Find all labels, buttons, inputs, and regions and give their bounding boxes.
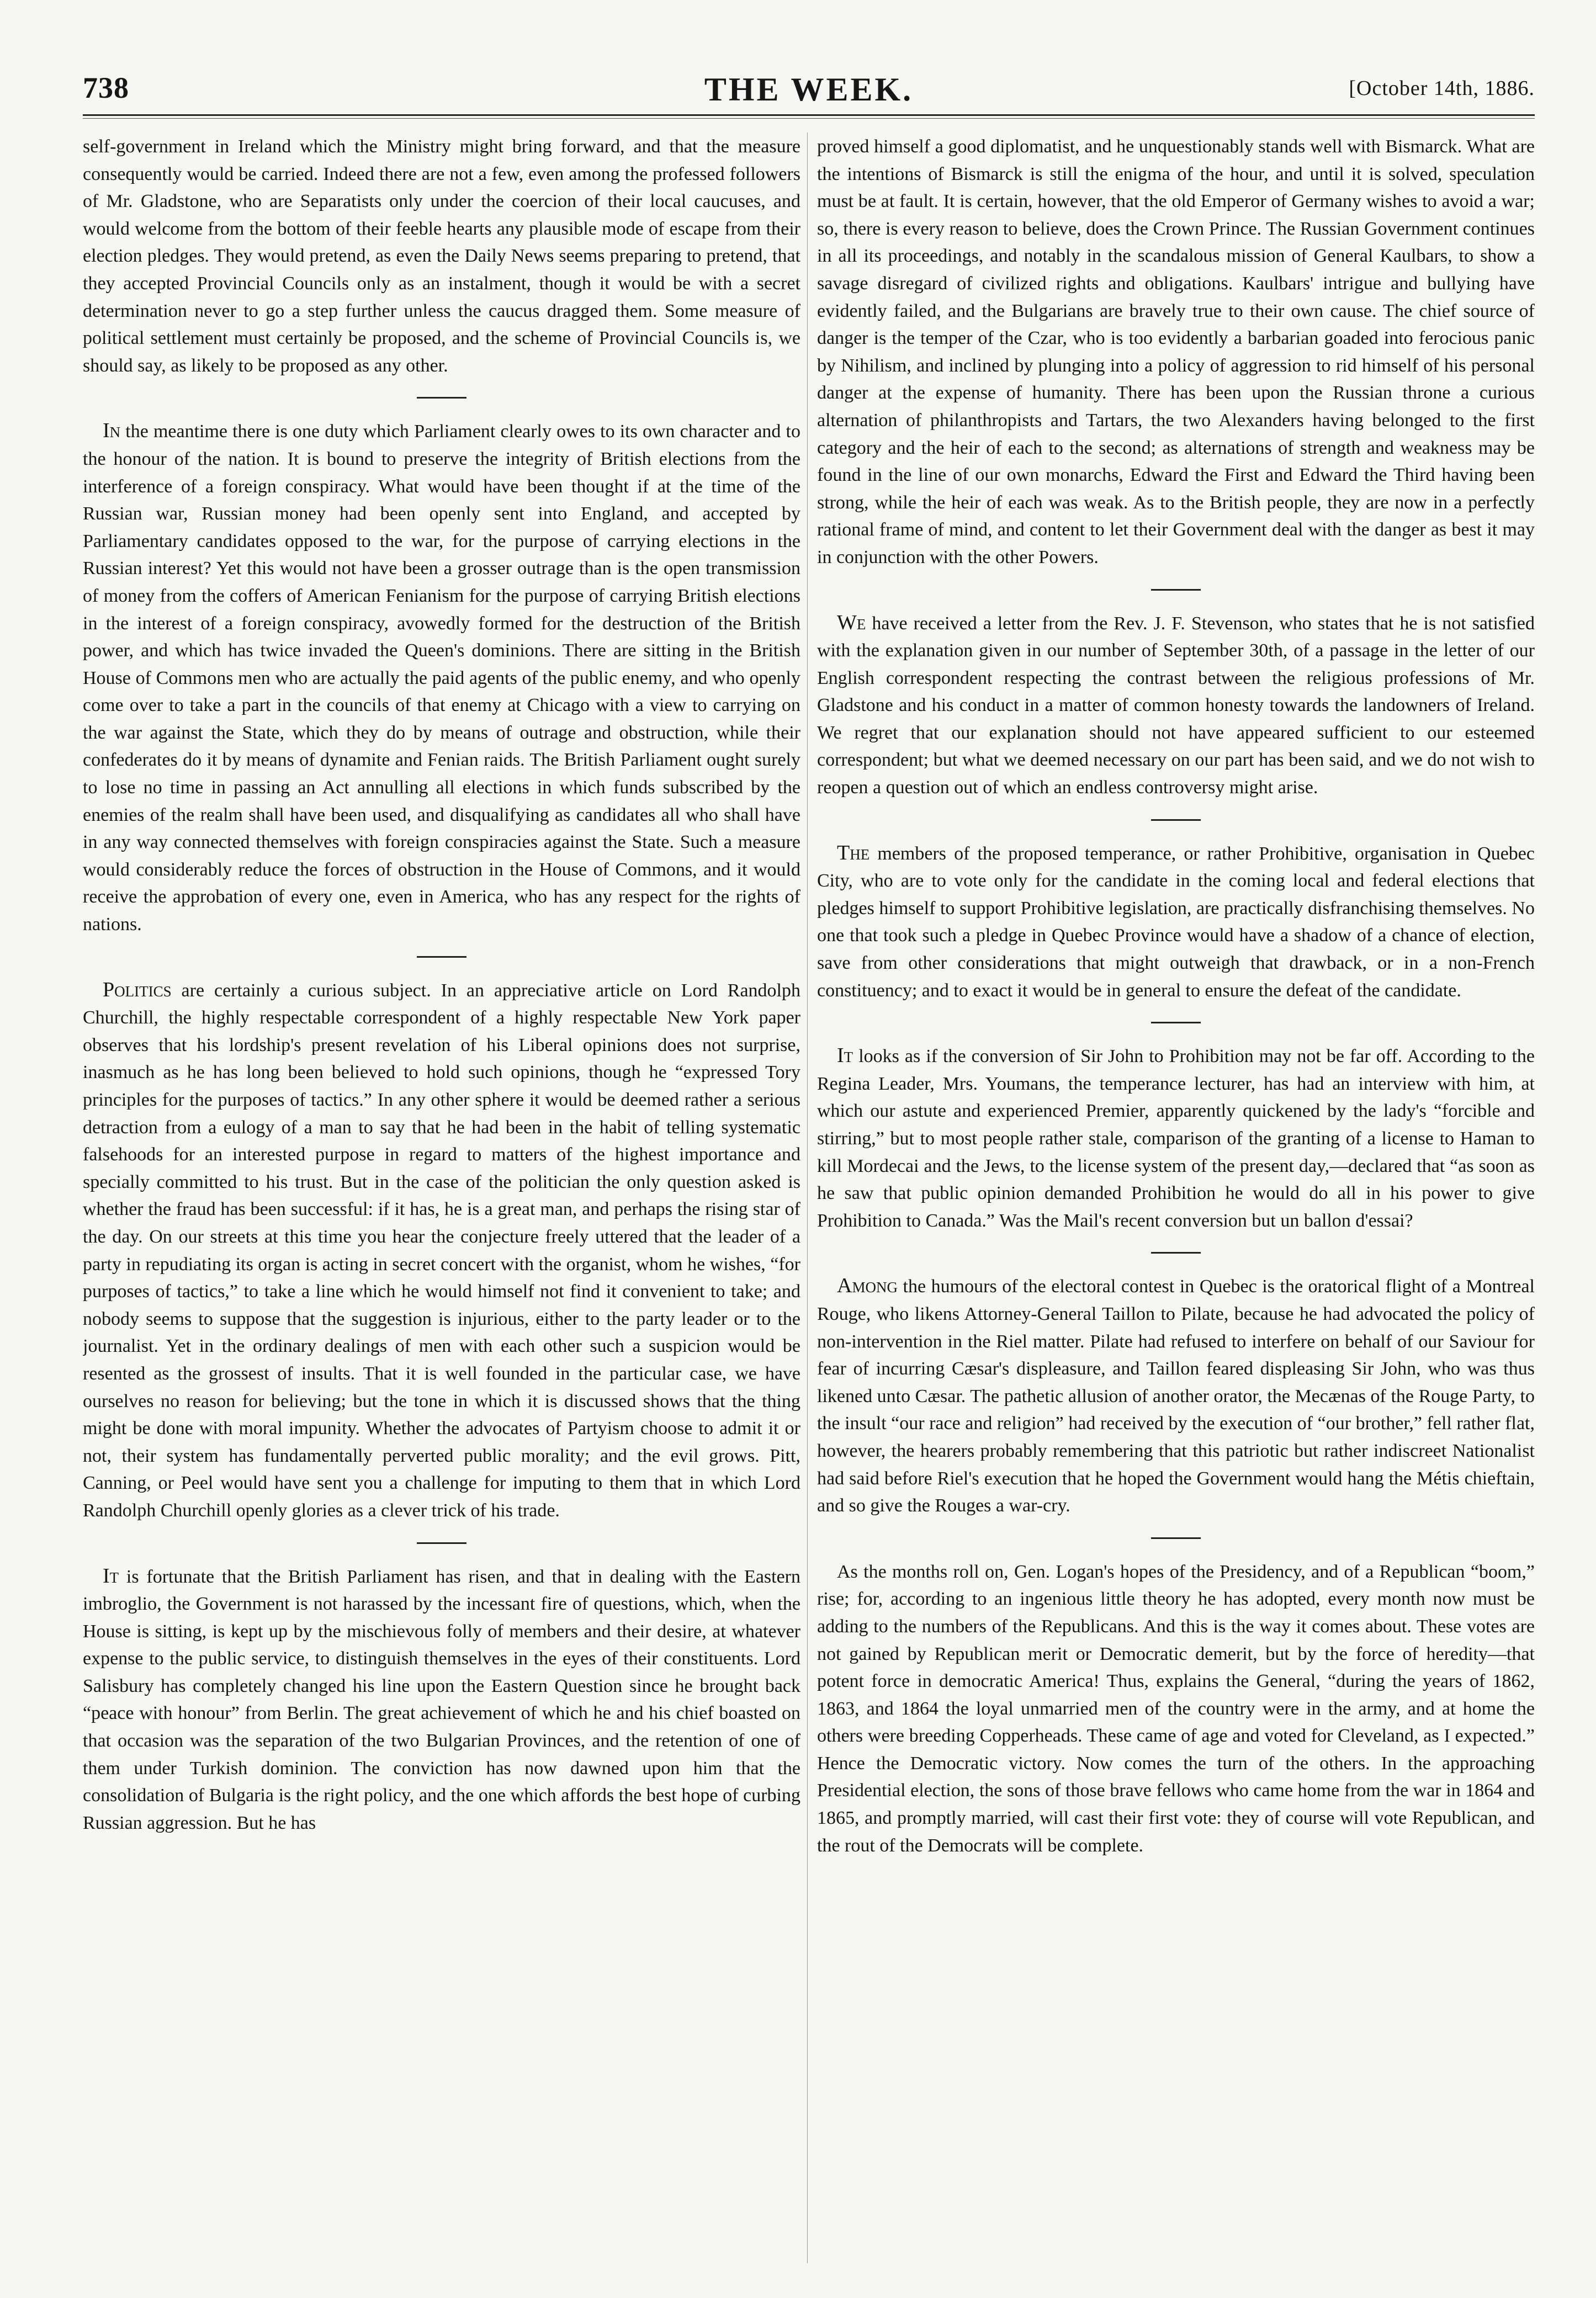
paragraph-lead: Politics	[103, 978, 172, 1001]
article-paragraph	[83, 1563, 800, 1837]
paragraph-text: the humours of the electoral contest in Quebec is the oratorical flight of a Montreal Rouge, who likens Attorney-General Taillon to Pilate, because he had advocated the policy of non-intervention in the Riel matter. Pilate had refused to interfere on behalf of our Saviour for fear of incurring Cæsar's displeasure, and Taillon feared displeasing Sir John, who was thus likened unto Cæsar. The pathetic allusion of another orator, the Mecænas of the Rouge Party, to the insult “our race and religion” had received by the execution of “our brother,” fell rather flat, however, the hearers probably remembering that this patriotic but rather indiscreet Nationalist had said before Riel's execution that he hoped the Government would hang the Métis chieftain, and so give the Rouges a war-cry.	[817, 1276, 1535, 1516]
paragraph-lead: In	[103, 419, 121, 443]
section-separator	[1151, 819, 1201, 821]
paragraph-text: are certainly a curious subject. In an appreciative article on Lord Randolph Churchill, the highly respectable correspondent of a highly respectable New York paper observes that his lordship's present revelation of his Liberal opinions does not surprise, inasmuch as he has long been believed to hold such opinions, though he “expressed Tory principles for the purposes of tactics.” In any other sphere it would be deemed rather a serious detraction from a eulogy of a man to say that he had been in the habit of telling systematic falsehoods for an interested purpose in regard to matters of the highest importance and specially committed to his trust. But in the case of the politician the only question asked is whether the fraud has been successful: if it has, he is a great man, and perhaps the rising star of the day. On our streets at this time you hear the conjecture freely uttered that the leader of a party in repudiating its organ is acting in secret concert with the organist, whom he wishes, “for purposes of tactics,” to take a line which he would himself not find it convenient to take; and nobody seems to suppose that the suggestion is injurious, either to the party leader or to the journalist. Yet in the ordinary dealings of men with each other such a suspicion would be resented as the grossest of insults. That it is well founded in the particular case, we have ourselves no reason for believing; but the tone in which it is discussed shows that the thing might be done with moral impunity. Whether the advocates of Partyism choose to admit it or not, their system has fundamentally perverted public morality; and the evil grows. Pitt, Canning, or Peel would have sent you a challenge for imputing to them that in which Lord Randolph Churchill openly glories as a clever trick of his trade.	[83, 980, 800, 1521]
article-paragraph	[83, 417, 800, 938]
paragraph-text: have received a letter from the Rev. J. F. Stevenson, who states that he is not satisfied with the explanation given in our number of September 30th, of a passage in the letter of our English correspondent respecting the contrast between the religious professions of Mr. Gladstone and his conduct in a matter of common honesty towards the landowners of Ireland. We regret that our explanation should not have appeared sufficient to our esteemed correspondent; but what we deemed necessary on our part has been said, and we do not wish to reopen a question out of which an endless controversy might arise.	[817, 613, 1535, 798]
paragraph-text: As the months roll on, Gen. Logan's hopes of the Presidency, and of a Republican “boom,” rise; for, according to an ingenious little theory he has adopted, every month now must be adding to the numbers of the Republicans. And this is the way it comes about. These votes are not gained by Republican merit or Democratic demerit, but by the force of heredity—that potent force in democratic America! Thus, explains the General, “during the years of 1862, 1863, and 1864 the loyal unmarried men of the country were in the army, and at home the others were breeding Copperheads. These came of age and voted for Cleveland, as I expected.” Hence the Democratic victory. Now comes the turn of the others. In the approaching Presidential election, the sons of those brave fellows who came home from the war in 1864 and 1865, and promptly married, will cast their first vote: they of course will vote Republican, and the rout of the Democrats will be complete.	[817, 1561, 1535, 1856]
paragraph-text: the meantime there is one duty which Parliament clearly owes to its own character and to the honour of the nation. It is bound to preserve the integrity of British elections from the interference of a foreign conspiracy. What would have been thought if at the time of the Russian war, Russian money had been openly sent into England, and accepted by Parliamentary candidates opposed to the war, for the purpose of carrying elections in the Russian interest? Yet this would not have been a grosser outrage than is the open transmission of money from the coffers of American Fenianism for the purpose of carrying British elections in the interest of a foreign conspiracy, avowedly formed for the destruction of the British power, and which has twice invaded the Queen's dominions. There are sitting in the British House of Commons men who are actually the paid agents of the public enemy, and who openly come over to take a part in the councils of that enemy at Chicago with a view to carrying on the war against the State, which they do by means of outrage and obstruction, while their confederates do it by means of dynamite and Fenian raids. The British Parliament ought surely to lose no time in passing an Act annulling all elections in which funds subscribed by the enemies of the realm shall have been used, and disqualifying as candidates all who shall have in any way connected themselves with foreign conspiracies against the State. Such a measure would considerably reduce the forces of obstruction in the House of Commons, and it would receive the approbation of every one, even in America, who has any respect for the rights of nations.	[83, 421, 800, 935]
section-separator	[1151, 589, 1201, 591]
article-paragraph	[817, 1558, 1535, 1860]
issue-date: [October 14th, 1886.	[1349, 77, 1535, 100]
right-column	[817, 132, 1535, 2285]
page-header	[83, 71, 1535, 109]
masthead-title: THE WEEK.	[704, 71, 914, 108]
paragraph-lead: Among	[837, 1274, 898, 1298]
section-separator	[1151, 1537, 1201, 1539]
header-rule	[83, 114, 1535, 116]
article-paragraph	[83, 132, 800, 379]
page-number: 738	[83, 71, 129, 104]
column-divider	[807, 132, 808, 2263]
section-separator	[417, 397, 466, 399]
header-rule-thin	[83, 118, 1535, 119]
left-column	[83, 132, 800, 2285]
paragraph-lead: It	[837, 1044, 853, 1068]
article-paragraph	[817, 132, 1535, 571]
article-paragraph	[83, 976, 800, 1525]
article-paragraph	[817, 1042, 1535, 1234]
section-separator	[1151, 1022, 1201, 1023]
paragraph-text: looks as if the conversion of Sir John to Prohibition may not be far off. According to the Regina Leader, Mrs. Youmans, the temperance lecturer, has had an interview with him, at which our astute and experienced Premier, apparently quickened by the lady's “forcible and stirring,” but to most people rather stale, comparison of the granting of a license to Haman to kill Mordecai and the Jews, to the license system of the present day,—declared that “as soon as he saw that public opinion demanded Prohibition he would do all in his power to give Prohibition to Canada.” Was the Mail's recent conversion but un ballon d'essai?	[817, 1046, 1535, 1231]
section-separator	[417, 956, 466, 958]
paragraph-lead: We	[837, 611, 866, 634]
paragraph-text: self-government in Ireland which the Ministry might bring forward, and that the measure consequently would be carried. Indeed there are not a few, even among the professed followers of Mr. Gladstone, who are Separatists only under the coercion of their local caucuses, and would welcome from the bottom of their feeble hearts any plausible mode of escape from their election pledges. They would pretend, as even the Daily News seems preparing to pretend, that they accepted Provincial Councils only as an instalment, though it would be with a secret determination never to go a step further unless the caucus dragged them. Some measure of political settlement must certainly be proposed, and the scheme of Provincial Councils is, we should say, as likely to be proposed as any other.	[83, 136, 800, 376]
paragraph-text: members of the proposed temperance, or rather Prohibitive, organisation in Quebec City, who are to vote only for the candidate in the coming local and federal elections that pledges himself to support Prohibitive legislation, are practically disfranchising themselves. No one that took such a pledge in Quebec Province would have a shadow of a chance of election, save from other considerations that might outweigh that drawback, or in a non-French constituency; and to exact it would be in general to ensure the defeat of the candidate.	[817, 843, 1535, 1001]
paragraph-lead: The	[837, 841, 870, 864]
section-separator	[1151, 1252, 1201, 1254]
section-separator	[417, 1542, 466, 1544]
paragraph-text: is fortunate that the British Parliament has risen, and that in dealing with the Eastern imbroglio, the Government is not harassed by the incessant fire of questions, which, when the House is sitting, is kept up by the mischievous folly of members and their desire, at whatever expense to the public service, to distinguish themselves in the eyes of their constituents. Lord Salisbury has completely changed his line upon the Eastern Question since he brought back “peace with honour” from Berlin. The great achievement of which he and his chief boasted on that occasion was the separation of the two Bulgarian Provinces, and the retention of one of them under Turkish dominion. The conviction has now dawned upon him that the consolidation of Bulgaria is the right policy, and the one which affords the best hope of curbing Russian aggression. But he has	[83, 1566, 800, 1833]
article-paragraph	[817, 609, 1535, 802]
paragraph-text: proved himself a good diplomatist, and he unquestionably stands well with Bismarck. What are the intentions of Bismarck is still the enigma of the hour, and until it is solved, speculation must be at fault. It is certain, however, that the old Emperor of Germany wishes to avoid a war; so, there is every reason to believe, does the Crown Prince. The Russian Government continues in all its proceedings, and notably in the scandalous mission of General Kaulbars, to show a savage disregard of civilized rights and obligations. Kaulbars' intrigue and bullying have evidently failed, and the Bulgarians are bravely true to their own cause. The chief source of danger is the temper of the Czar, who is too evidently a barbarian goaded into ferocious panic by Nihilism, and inclined by plunging into a policy of aggression to rid himself of his personal danger at the expense of humanity. There has been upon the Russian throne a curious alternation of philanthropists and Tartars, the two Alexanders having belonged to the first category and the heir of each to the second; as alternations of strength and weakness may be found in the line of our own monarchs, Edward the First and Edward the Third having been strong, while the heir of each was weak. As to the British people, they are now in a perfectly rational frame of mind, and content to let their Government deal with the danger as best it may in conjunction with the other Powers.	[817, 136, 1535, 567]
paragraph-lead: It	[103, 1564, 119, 1588]
article-paragraph	[817, 1272, 1535, 1519]
article-paragraph	[817, 840, 1535, 1005]
